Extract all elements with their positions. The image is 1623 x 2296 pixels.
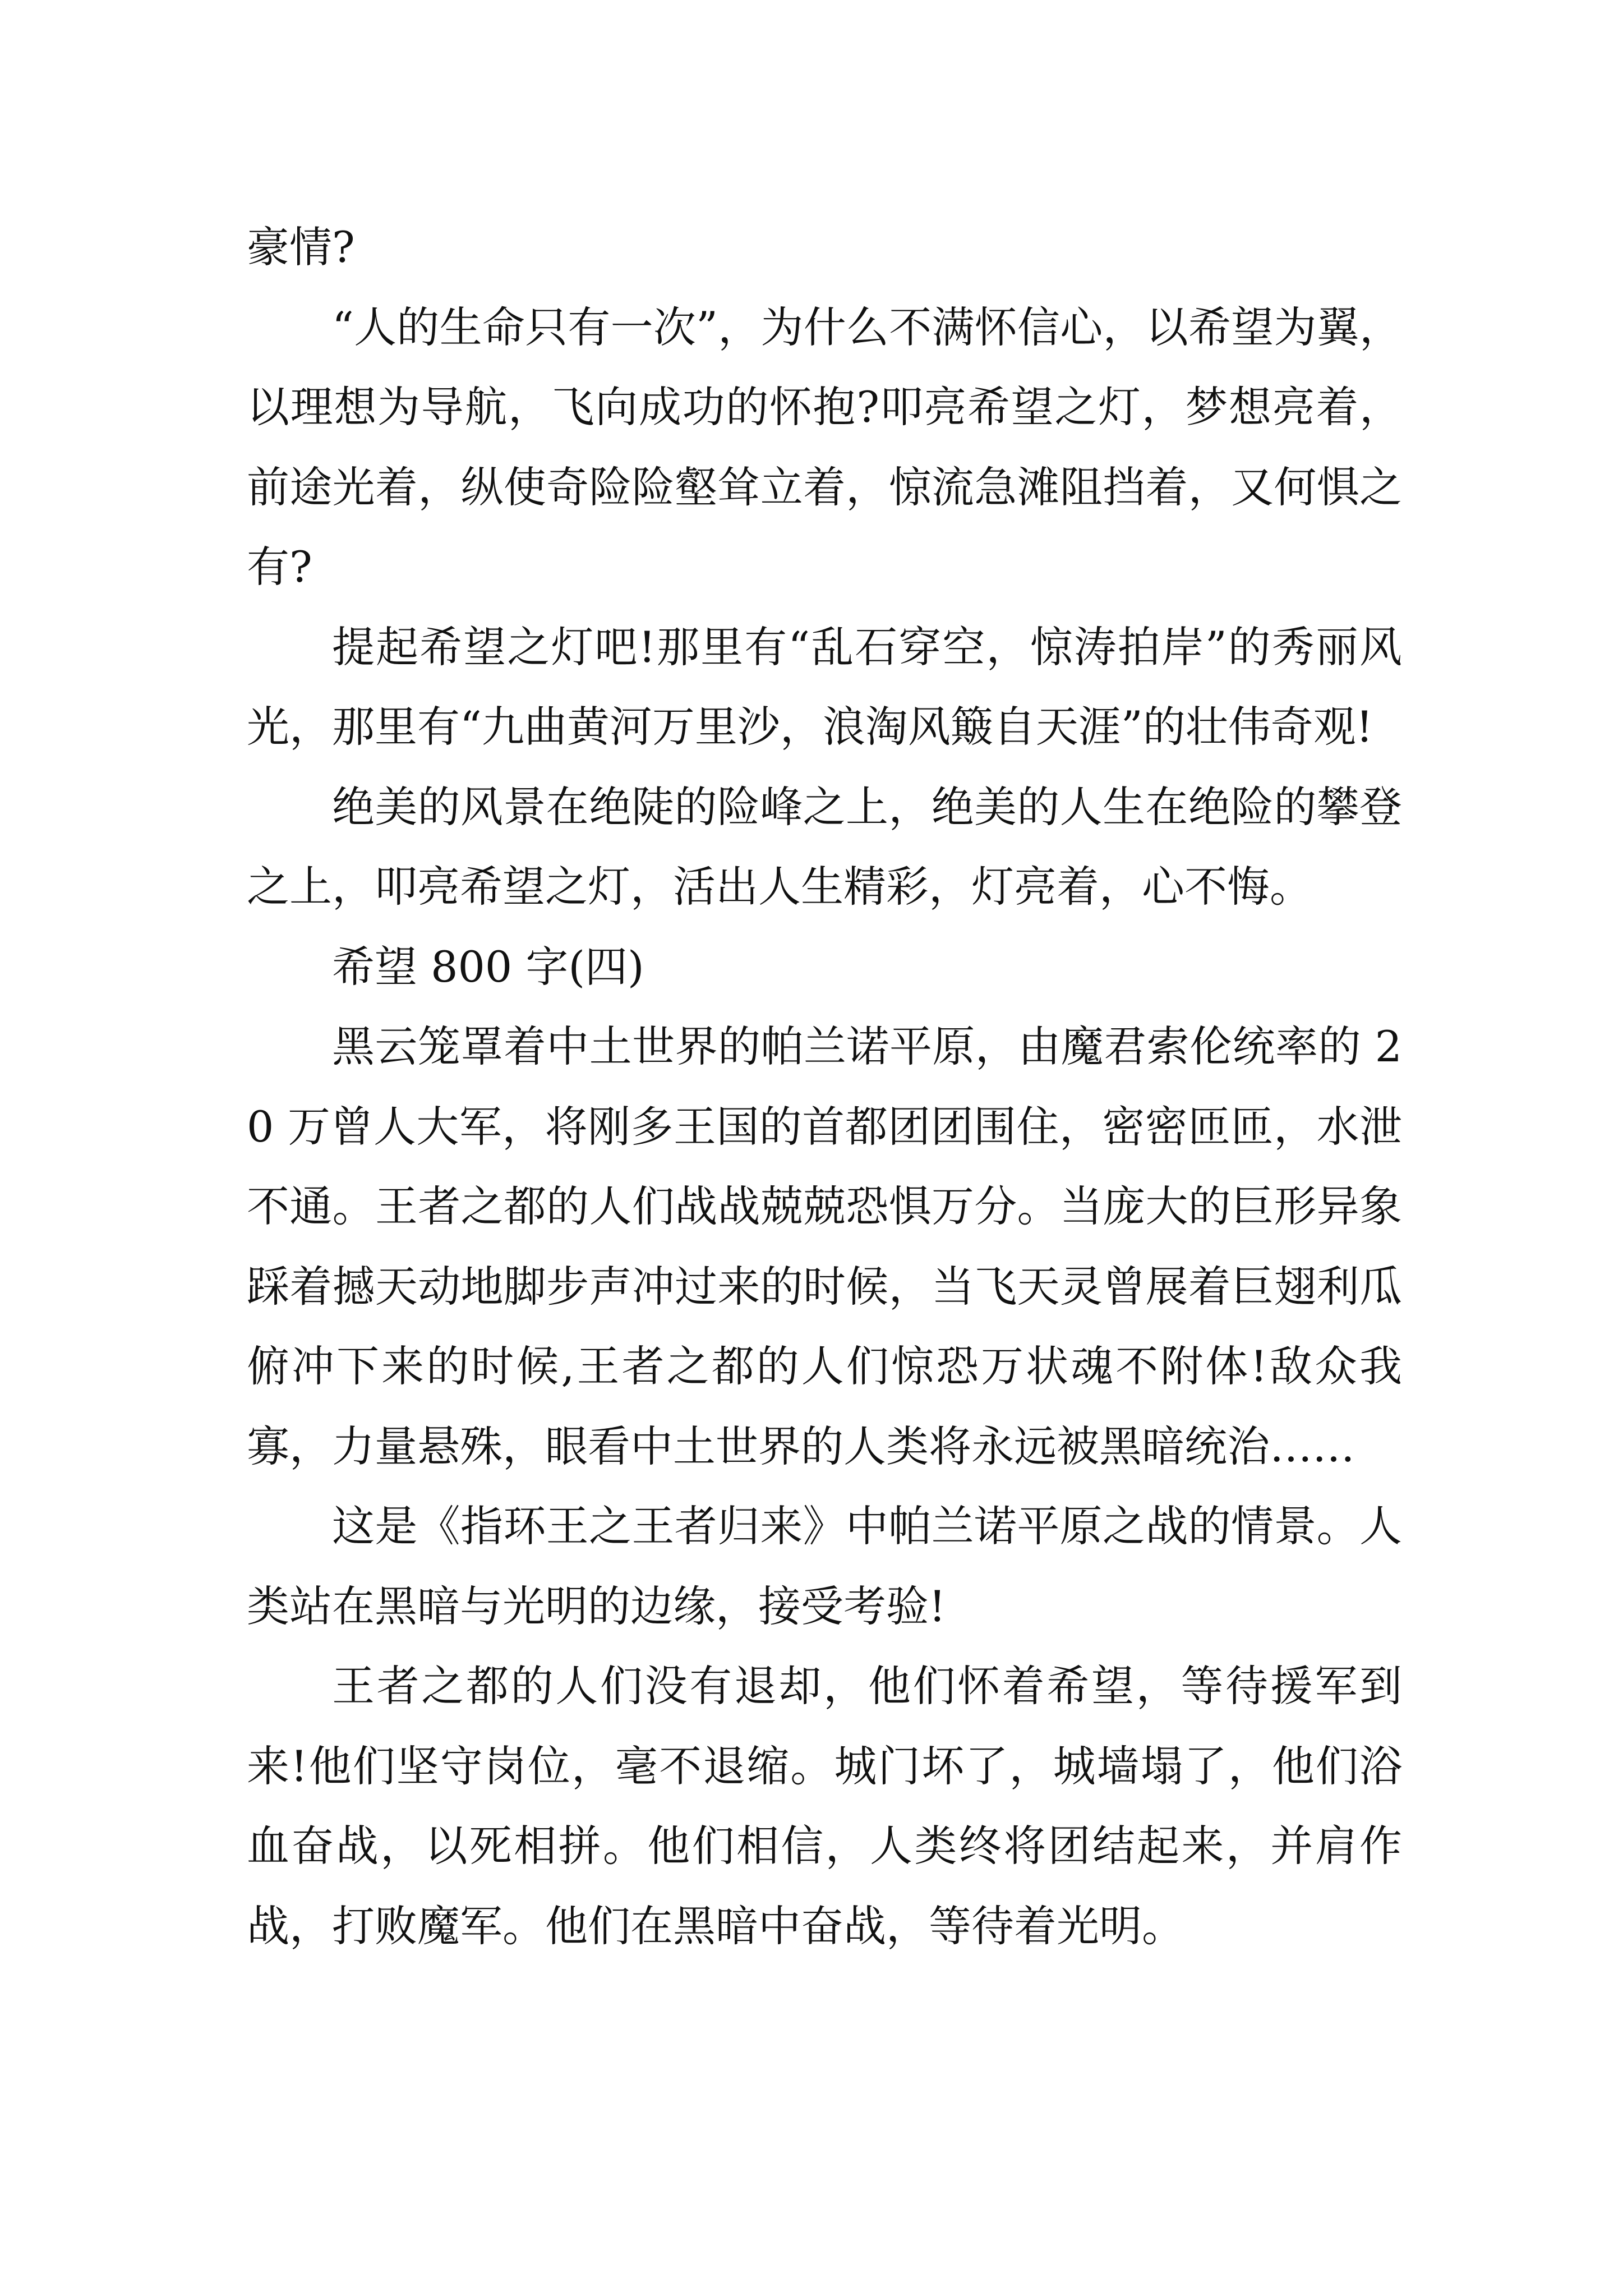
paragraph-3: 提起希望之灯吧!那里有“乱石穿空，惊涛拍岸”的秀丽风光，那里有“九曲黄河万里沙，浪淘风簸自天涯”的壮伟奇观! [247, 622, 1402, 752]
paragraph-7: 王者之都的人们没有退却，他们怀着希望，等待援军到来!他们坚守岗位，毫不退缩。城门坏了，城墙塌了，他们浴血奋战，以死相拼。他们相信，人类终将团结起来，并肩作战，打败魔军。他们在黑暗中奋战，等待着光明。 [247, 1661, 1402, 1951]
paragraph-5: 黑云笼罩着中土世界的帕兰诺平原，由魔君索伦统率的 20 万曾人大军，将刚多王国的首都团团围住，密密匝匝，水泄不通。王者之都的人们战战兢兢恐惧万分。当庞大的巨形异象踩着撼天动地脚步声冲过来的时候，当飞天灵曾展着巨翅利瓜俯冲下来的时候,王者之都的人们惊恐万状魂不附体!敌众我寡，力量悬殊，眼看中土世界的人类将永远被黑暗统治…… [247, 1022, 1402, 1471]
paragraph-1: 豪情? [247, 222, 355, 272]
section-heading: 希望 800 字(四) [332, 941, 644, 992]
paragraph-2: “人的生命只有一次”，为什么不满怀信心，以希望为翼，以理想为导航，飞向成功的怀抱?叩亮希望之灯，梦想亮着，前途光着，纵使奇险险壑耸立着，惊流急滩阻挡着，又何惧之有? [247, 302, 1402, 592]
paragraph-4: 绝美的风景在绝陡的险峰之上，绝美的人生在绝险的攀登之上，叩亮希望之灯，活出人生精彩，灯亮着，心不悔。 [247, 781, 1402, 912]
paragraph-6: 这是《指环王之王者归来》中帕兰诺平原之战的情景。人类站在黑暗与光明的边缘，接受考验! [247, 1501, 1402, 1631]
body-text [247, 208, 1402, 1966]
